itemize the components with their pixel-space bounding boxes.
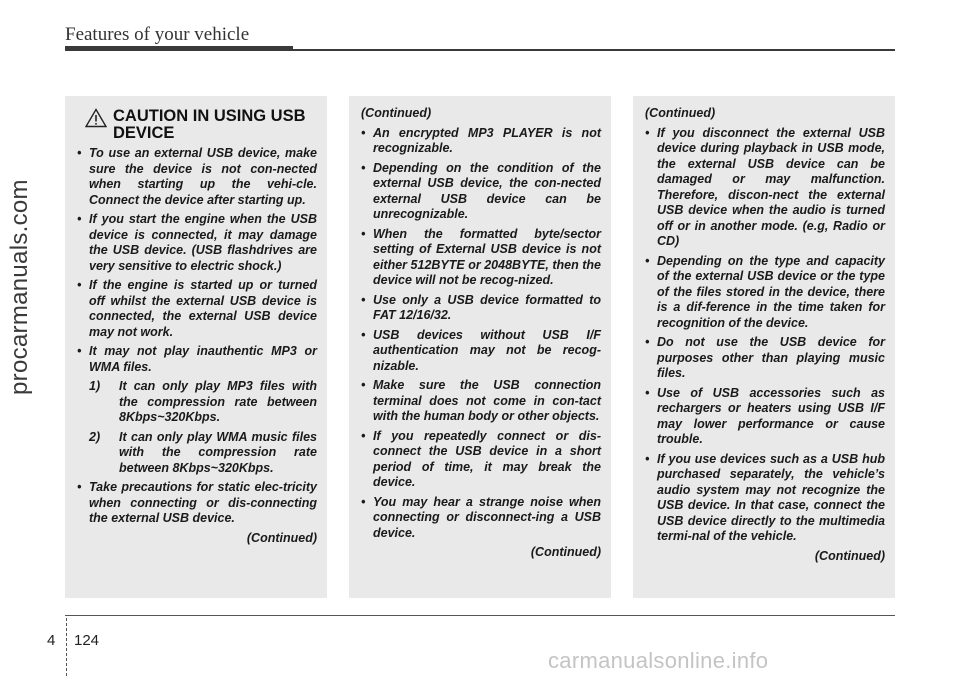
list-item: • If you disconnect the external USB device during playback in USB mode, the external USB device can be damaged or may malfunction. Therefore, discon-nect the external USB device when the audio is turned off or in another mode. (e.g, Radio or CD) <box>645 125 885 248</box>
sub-list-item: 1) It can only play MP3 files with the compression rate between 8Kbps~320Kbps. <box>89 379 317 424</box>
continued-top-label: (Continued) <box>645 106 716 120</box>
list-item: • To use an external USB device, make sure the device is not con-nected when starting up the vehi-cle. Connect the device after starting up. <box>77 146 317 207</box>
caution-panel-1 <box>65 96 327 598</box>
list-item: • When the formatted byte/sector setting of External USB device is not either 512BYTE or 2048BYTE, then the device will not be recog-nized. <box>361 226 601 287</box>
list-item: • Use only a USB device formatted to FAT 12/16/32. <box>361 292 601 322</box>
page-number: 124 <box>74 632 100 649</box>
list-item: • Depending on the condition of the external USB device, the con-nected external USB device can be unrecognizable. <box>361 160 601 221</box>
list-item: • If you start the engine when the USB device is connected, it may damage the USB device. (USB flashdrives are very sensitive to electric shock.) <box>77 212 317 273</box>
warning-triangle-icon <box>85 108 107 128</box>
caution-list-1b <box>77 480 317 527</box>
list-item: • You may hear a strange noise when connecting or disconnect-ing a USB device. <box>361 494 601 540</box>
list-item: • Make sure the USB connection terminal does not come in con-tact with the human body or other objects. <box>361 378 601 423</box>
list-item: • If you use devices such as a USB hub purchased separately, the vehicle’s audio system may not recognize the USB device. In that case, connect the USB device directly to the multimedia termi-nal of the vehicle. <box>645 451 885 543</box>
sub-list-item: 2) It can only play WMA music files with the compression rate between 8Kbps~320Kbps. <box>89 429 317 475</box>
list-item: • It may not play inauthentic MP3 or WMA files. <box>77 344 317 374</box>
caution-heading <box>77 108 317 142</box>
list-item: • Use of USB accessories such as rechargers or heaters using USB I/F may lower performance or cause trouble. <box>645 385 885 446</box>
list-item: • If you repeatedly connect or dis-connect the USB device in a short period of time, it may break the device. <box>361 428 601 489</box>
continued-label: (Continued) <box>246 530 317 545</box>
caution-panel-2 <box>349 96 611 598</box>
side-watermark: procarmanuals.com <box>6 179 33 395</box>
list-item: • Depending on the type and capacity of the external USB device or the type of the files stored in the device, there is a dif-ference in the time taken for recognition of the device. <box>645 253 885 330</box>
page-header-title: Features of your vehicle <box>65 24 250 45</box>
footer-vertical-rule <box>66 618 67 676</box>
chapter-number: 4 <box>47 632 56 649</box>
bottom-watermark: carmanualsonline.info <box>548 648 769 673</box>
caution-list-2 <box>361 126 601 542</box>
list-item: • Take precautions for static elec-tricity when connecting or dis-connecting the external USB device. <box>77 480 317 525</box>
list-item: • An encrypted MP3 PLAYER is not recognizable. <box>361 125 601 155</box>
list-item: • Do not use the USB device for purposes other than playing music files. <box>645 335 885 380</box>
list-item: • USB devices without USB I/F authentication may not be recog-nizable. <box>361 327 601 373</box>
caution-list-3 <box>645 126 885 545</box>
caution-list-1 <box>77 146 317 375</box>
caution-title: CAUTION IN USING USB DEVICE <box>113 107 306 142</box>
continued-top-label: (Continued) <box>361 106 432 120</box>
footer-divider <box>65 615 895 616</box>
list-item: • If the engine is started up or turned off whilst the external USB device is connected, the external USB device may not work. <box>77 278 317 339</box>
continued-label: (Continued) <box>814 548 885 563</box>
header-rule-thick <box>65 46 293 51</box>
continued-label: (Continued) <box>530 545 601 559</box>
header-rule-thin <box>293 49 895 51</box>
caution-panel-3 <box>633 96 895 598</box>
